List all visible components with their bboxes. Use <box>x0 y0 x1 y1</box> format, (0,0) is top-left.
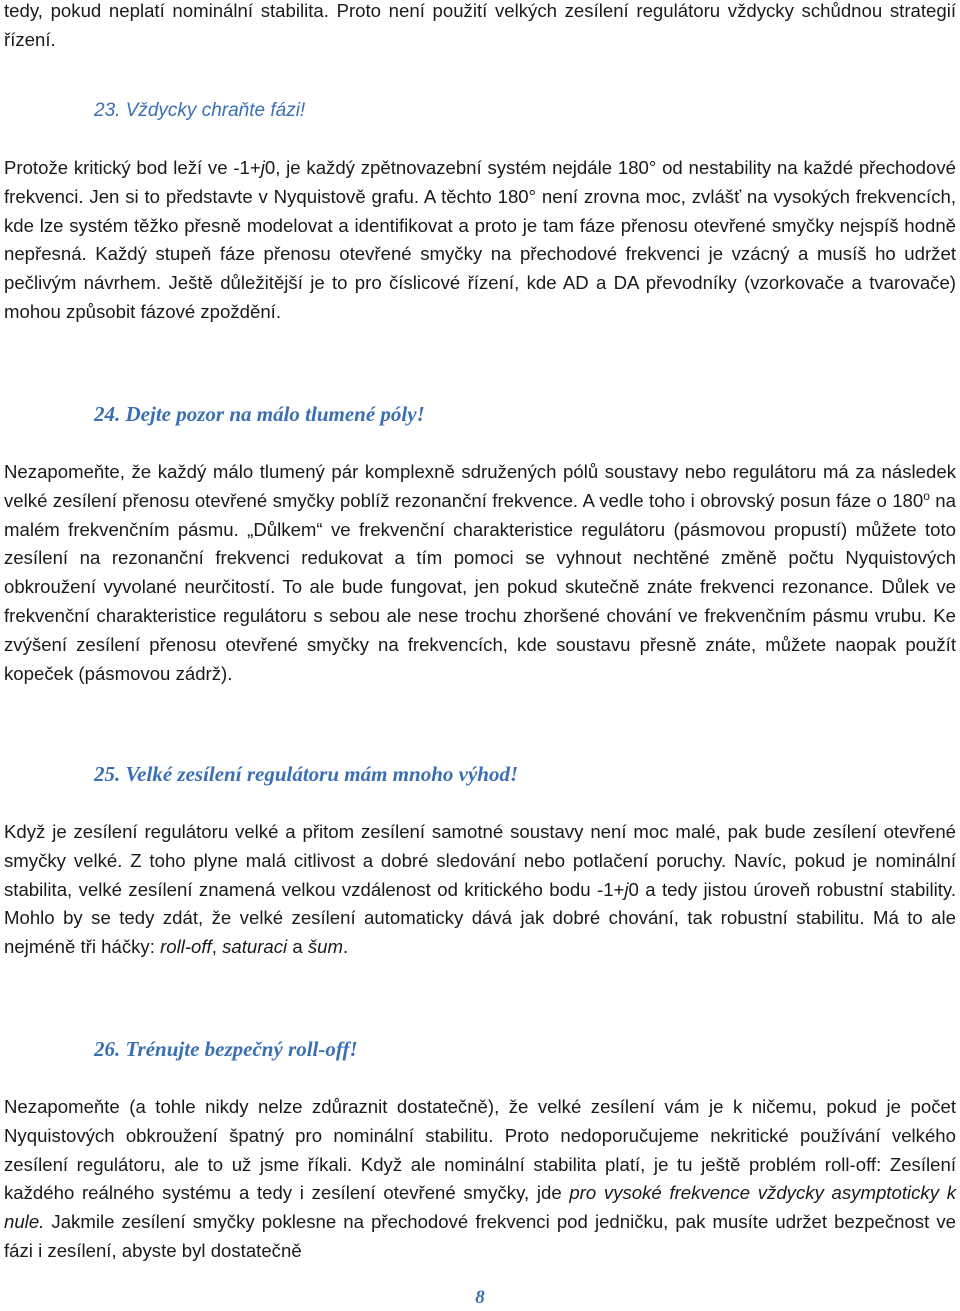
paragraph-text: tedy, pokud neplatí nominální stabilita. Proto není použití velkých zesílení regulátoru vždycky schůdnou strategií řízení. <box>4 0 956 50</box>
italic-term: šum <box>307 936 344 958</box>
paragraph-text: Nezapomeňte (a tohle nikdy nelze zdůraznit dostatečně), že velké zesílení vám je k ničemu, pokud je počet Nyquistových obkroužení špatný pro nominální stabilitu. Proto nedoporučujeme nekritické používání velkého zesílení regulátoru, ale to už jsme říkali. Když ale nominální stabilita platí, je tu ještě problém roll-off: Zesílení každého reálného systému a tedy i zesílení otevřené smyčky, jde <box>4 1096 956 1204</box>
paragraph-text: , <box>211 936 223 958</box>
page-number: 8 <box>475 1287 485 1308</box>
paragraph-text: 0 a tedy jistou úroveň robustní stability. Mohlo by se tedy zdát, že velké zesílení automaticky dává jak dobré chování, tak robustní stabilitu. Má to ale nejméně tři háčky: <box>4 878 956 958</box>
paragraph-text: 0, je každý zpětnovazební systém nejdále 180° od nestability na každé přechodové frekvenci. Jen si to představte v Nyquistově grafu. A těchto 180° není zrovna moc, zvlášť na vysokých frekvencích, kde lze systém těžko přesně modelovat a identifikovat a proto je tam fáze přenosu otevřené smyčky nejspíš hodně nepřesná. Každý stupeň fáze přenosu otevřené smyčky na přechodové frekvenci je vzácný a musíš ho udržet pečlivým návrhem. Ještě důležitější je to pro číslicové řízení, kde AD a DA převodníky (vzorkovače a tvarovače) mohou způsobit fázové zpoždění. <box>4 157 956 322</box>
italic-term: saturaci <box>222 936 288 958</box>
italic-j: j <box>260 157 265 178</box>
paragraph-text: Nezapomeňte, že každý málo tlumený pár komplexně sdružených pólů soustavy nebo regulátoru má za následek velké zesílení přenosu otevřené smyčky poblíž rezonanční frekvence. A vedle toho i obrovský posun fáze o 180 <box>4 461 956 511</box>
paragraph-text: . <box>343 936 349 958</box>
paragraph-26 <box>4 1093 956 1266</box>
paragraph-text: Protože kritický bod leží ve -1+ <box>4 157 261 178</box>
paragraph-text: Když je zesílení regulátoru velké a přitom zesílení samotné soustavy není moc malé, pak bude zesílení otevřené smyčky velké. Z toho plyne malá citlivost a dobré sledování nebo potlačení poruchy. Navíc, pokud je nominální stabilita, velké zesílení znamená velkou vzdálenost od kritického bodu -1+ <box>4 821 956 900</box>
italic-term: roll-off <box>160 936 212 958</box>
paragraph-text: na malém frekvenčním pásmu. „Důlkem“ ve frekvenční charakteristice regulátoru (pásmovou propustí) můžete toto zesílení na rezonanční frekvenci redukovat a tím pomoci se vyhnout nechtěné změně počtu Nyquistových obkroužení vyvolané neurčitostí. To ale bude fungovat, jen pokud skutečně znáte frekvenci rezonance. Důlek ve frekvenční charakteristice regulátoru s sebou ale nese trochu zhoršené chování ve frekvenčním pásmu vrubu. Ke zvýšení zesílení přenosu otevřené smyčky na frekvencích, kde soustavu přesně znáte, můžete naopak použít kopeček (pásmovou zádrž). <box>4 489 956 684</box>
paragraph-text: a <box>287 936 308 958</box>
section-heading-24: 24. Dejte pozor na málo tlumené póly! <box>94 402 425 426</box>
paragraph-24 <box>4 458 956 688</box>
paragraph-23 <box>4 154 956 327</box>
degree-superscript: o <box>923 488 930 503</box>
paragraph-25 <box>4 818 956 962</box>
section-heading-23: 23. Vždycky chraňte fázi! <box>94 100 306 121</box>
italic-phrase: pro vysoké frekvence vždycky asymptoticky k nule. <box>4 1182 956 1233</box>
italic-j: j <box>624 878 629 900</box>
section-heading-25: 25. Velké zesílení regulátoru mám mnoho výhod! <box>94 762 519 786</box>
section-heading-26: 26. Trénujte bezpečný roll-off! <box>94 1037 358 1061</box>
paragraph-text: Jakmile zesílení smyčky poklesne na přechodové frekvenci pod jedničku, pak musíte udržet bezpečnost ve fázi i zesílení, abyste byl dostatečně <box>4 1211 956 1261</box>
paragraph-intro <box>4 0 956 55</box>
